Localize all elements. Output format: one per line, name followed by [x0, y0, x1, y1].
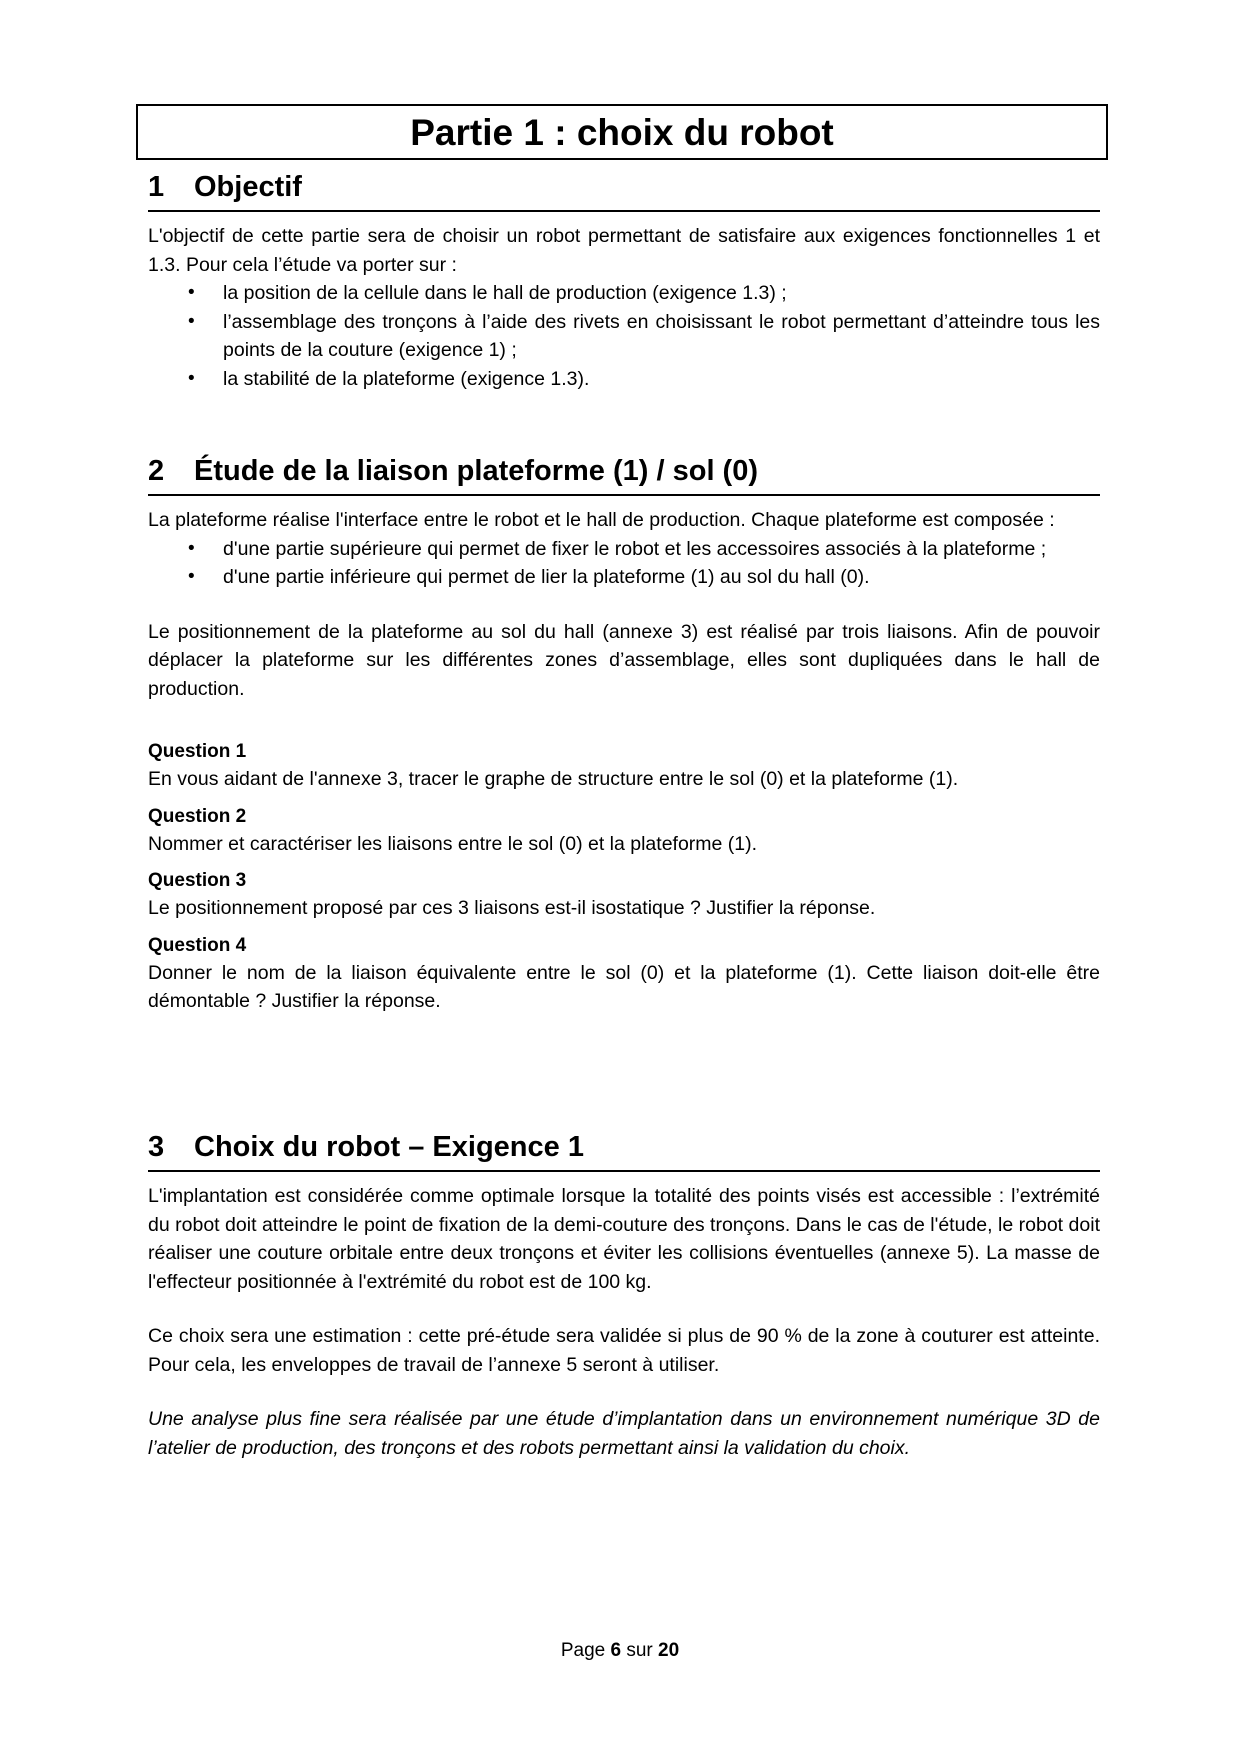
question-label: Question 4 [148, 934, 247, 956]
question-3 [148, 868, 1100, 923]
question-text: Le positionnement proposé par ces 3 liaisons est-il isostatique ? Justifier la réponse. [148, 897, 876, 919]
list-item: • la stabilité de la plateforme (exigence 1.3). [148, 365, 1100, 394]
list-item: • la position de la cellule dans le hall de production (exigence 1.3) ; [148, 279, 1100, 308]
section-2-heading [148, 452, 1100, 496]
section-3-title: Choix du robot – Exigence 1 [194, 1131, 584, 1163]
bullet-icon: • [188, 566, 195, 587]
question-label: Question 3 [148, 870, 247, 891]
question-label: Question 2 [148, 805, 247, 827]
question-label: Question 1 [148, 741, 247, 762]
question-text: En vous aidant de l'annexe 3, tracer le graphe de structure entre le sol (0) et la plateforme (1). [148, 768, 959, 790]
section-2-intro: La plateforme réalise l'interface entre le robot et le hall de production. Chaque plateforme est composée : [148, 509, 1055, 531]
bullet-icon: • [188, 367, 195, 389]
page-title: Partie 1 : choix du robot [410, 111, 834, 153]
footer-current-page: 6 [610, 1640, 622, 1661]
bullet-icon: • [188, 537, 195, 559]
footer-total-pages: 20 [658, 1640, 680, 1661]
question-2 [148, 804, 1100, 859]
question-text: Donner le nom de la liaison équivalente entre le sol (0) et la plateforme (1). Cette liaison doit-elle être démontable ? Justifier la réponse. [148, 961, 1100, 1012]
page-footer [0, 1640, 1240, 1662]
section-3-paragraph-1: L'implantation est considérée comme optimale lorsque la totalité des points visés est accessible : l’extrémité du robot doit atteindre le point de fixation de la demi-couture des tronçons. Dans le cas de l'étude, le robot doit réaliser une couture orbitale entre deux tronçons et éviter les collisions éventuelles (annexe 5). La masse de l'effecteur positionnée à l'extrémité du robot est de 100 kg. [148, 1185, 1100, 1293]
section-1-heading [148, 168, 1100, 212]
question-text: Nommer et caractériser les liaisons entre le sol (0) et la plateforme (1). [148, 832, 758, 855]
section-2 [148, 452, 1100, 1016]
section-1-title: Objectif [194, 171, 302, 203]
section-2-paragraph: Le positionnement de la plateforme au sol du hall (annexe 3) est réalisé par trois liaisons. Afin de pouvoir déplacer la plateforme sur les différentes zones d’assemblage, elles sont dupliquées dans le hall de production. [148, 620, 1100, 700]
section-2-number: 2 [148, 455, 165, 487]
section-3 [148, 1128, 1100, 1462]
section-1-intro: L'objectif de cette partie sera de choisir un robot permettant de satisfaire aux exigences fonctionnelles 1 et 1.3. Pour cela l’étude va porter sur : [148, 225, 1100, 276]
question-4 [148, 933, 1100, 1016]
section-3-heading [148, 1128, 1100, 1172]
section-2-bullets [148, 535, 1100, 592]
bullet-icon: • [188, 282, 195, 303]
section-3-paragraph-2: Ce choix sera une estimation : cette pré-étude sera validée si plus de 90 % de la zone à couturer est atteinte. Pour cela, les enveloppes de travail de l’annexe 5 seront à utiliser. [148, 1325, 1100, 1376]
section-1-number: 1 [148, 171, 165, 203]
section-2-title: Étude de la liaison plateforme (1) / sol (0) [194, 455, 758, 487]
section-3-number: 3 [148, 1131, 165, 1163]
list-item: • d'une partie supérieure qui permet de fixer le robot et les accessoires associés à la plateforme ; [148, 535, 1100, 564]
footer-prefix: Page [560, 1640, 606, 1661]
footer-middle: sur [626, 1640, 653, 1661]
question-1 [148, 739, 1100, 794]
bullet-icon: • [188, 310, 195, 332]
section-3-paragraph-3: Une analyse plus fine sera réalisée par une étude d’implantation dans un environnement numérique 3D de l’atelier de production, des tronçons et des robots permettant ainsi la validation du choix. [148, 1408, 1100, 1459]
title-box [136, 104, 1108, 160]
section-1 [148, 168, 1100, 393]
list-item: • d'une partie inférieure qui permet de lier la plateforme (1) au sol du hall (0). [148, 563, 1100, 592]
list-item: • l’assemblage des tronçons à l’aide des rivets en choisissant le robot permettant d’atteindre tous les points de la couture (exigence 1) ; [148, 308, 1100, 365]
section-1-bullets [148, 279, 1100, 393]
